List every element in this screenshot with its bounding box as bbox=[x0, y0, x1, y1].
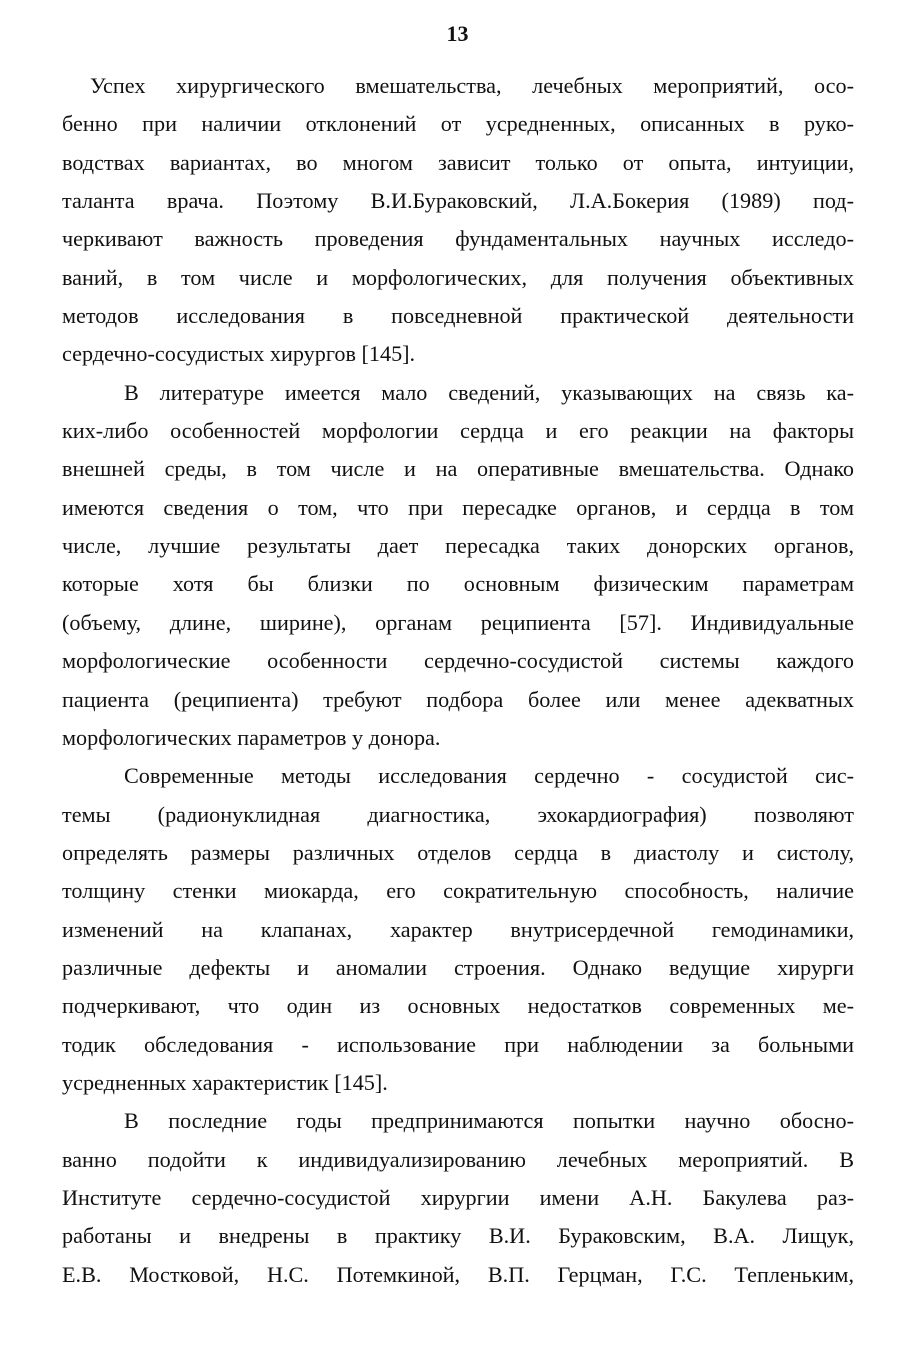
text-line: изменений на клапанах, характер внутрисердечной гемодинамики, bbox=[62, 916, 854, 942]
text-line: ких-либо особенностей морфологии сердца и его реакции на факторы bbox=[62, 418, 854, 444]
text-line: В последние годы предпринимаются попытки научно обосно- bbox=[124, 1108, 854, 1134]
text-line: подчеркивают, что один из основных недостатков современных ме- bbox=[62, 993, 854, 1019]
text-line: Е.В. Мостковой, Н.С. Потемкиной, В.П. Герцман, Г.С. Тепленьким, bbox=[62, 1261, 854, 1287]
text-line: методов исследования в повседневной практической деятельности bbox=[62, 303, 854, 329]
text-line: сердечно-сосудистых хирургов [145]. bbox=[62, 341, 416, 367]
text-line: Институте сердечно-сосудистой хирургии имени А.Н. Бакулева раз- bbox=[62, 1184, 854, 1210]
text-line: темы (радионуклидная диагностика, эхокардиография) позволяют bbox=[62, 801, 854, 827]
text-line: толщину стенки миокарда, его сократительную способность, наличие bbox=[62, 878, 854, 904]
page-number: 13 bbox=[446, 21, 469, 46]
text-line: определять размеры различных отделов сердца в диастолу и систолу, bbox=[62, 839, 854, 865]
text-line: черкивают важность проведения фундаментальных научных исследо- bbox=[62, 226, 854, 252]
text-line: водствах вариантах, во многом зависит только от опыта, интуиции, bbox=[62, 149, 854, 175]
text-line: ваний, в том числе и морфологических, для получения объективных bbox=[62, 264, 854, 290]
text-line: Успех хирургического вмешательства, лечебных мероприятий, осо- bbox=[90, 73, 854, 98]
text-line: различные дефекты и аномалии строения. Однако ведущие хирурги bbox=[62, 954, 854, 980]
text-line: числе, лучшие результаты дает пересадка таких донорских органов, bbox=[62, 533, 854, 559]
text-line: Современные методы исследования сердечно - сосудистой сис- bbox=[124, 763, 854, 789]
text-line: В литературе имеется мало сведений, указывающих на связь ка- bbox=[124, 379, 854, 405]
text-line: морфологических параметров у донора. bbox=[62, 724, 441, 750]
text-line: имеются сведения о том, что при пересадке органов, и сердца в том bbox=[62, 494, 854, 520]
text-line: морфологические особенности сердечно-сосудистой системы каждого bbox=[62, 648, 854, 674]
text-line: тодик обследования - использование при наблюдении за больными bbox=[62, 1031, 854, 1057]
text-line: пациента (реципиента) требуют подбора более или менее адекватных bbox=[62, 686, 854, 712]
text-line: которые хотя бы близки по основным физическим параметрам bbox=[62, 571, 854, 597]
text-line: ванно подойти к индивидуализированию лечебных мероприятий. В bbox=[62, 1146, 854, 1172]
body-text bbox=[62, 67, 854, 1294]
text-line: усредненных характеристик [145]. bbox=[62, 1069, 388, 1095]
text-line: бенно при наличии отклонений от усредненных, описанных в руко- bbox=[62, 111, 854, 137]
text-line: (объему, длине, ширине), органам реципиента [57]. Индивидуальные bbox=[62, 609, 854, 635]
text-line: работаны и внедрены в практику В.И. Бураковским, В.А. Лищук, bbox=[62, 1223, 854, 1249]
text-line: внешней среды, в том числе и на оперативные вмешательства. Однако bbox=[62, 456, 854, 482]
text-line: таланта врача. Поэтому В.И.Бураковский, Л.А.Бокерия (1989) под- bbox=[62, 188, 854, 214]
